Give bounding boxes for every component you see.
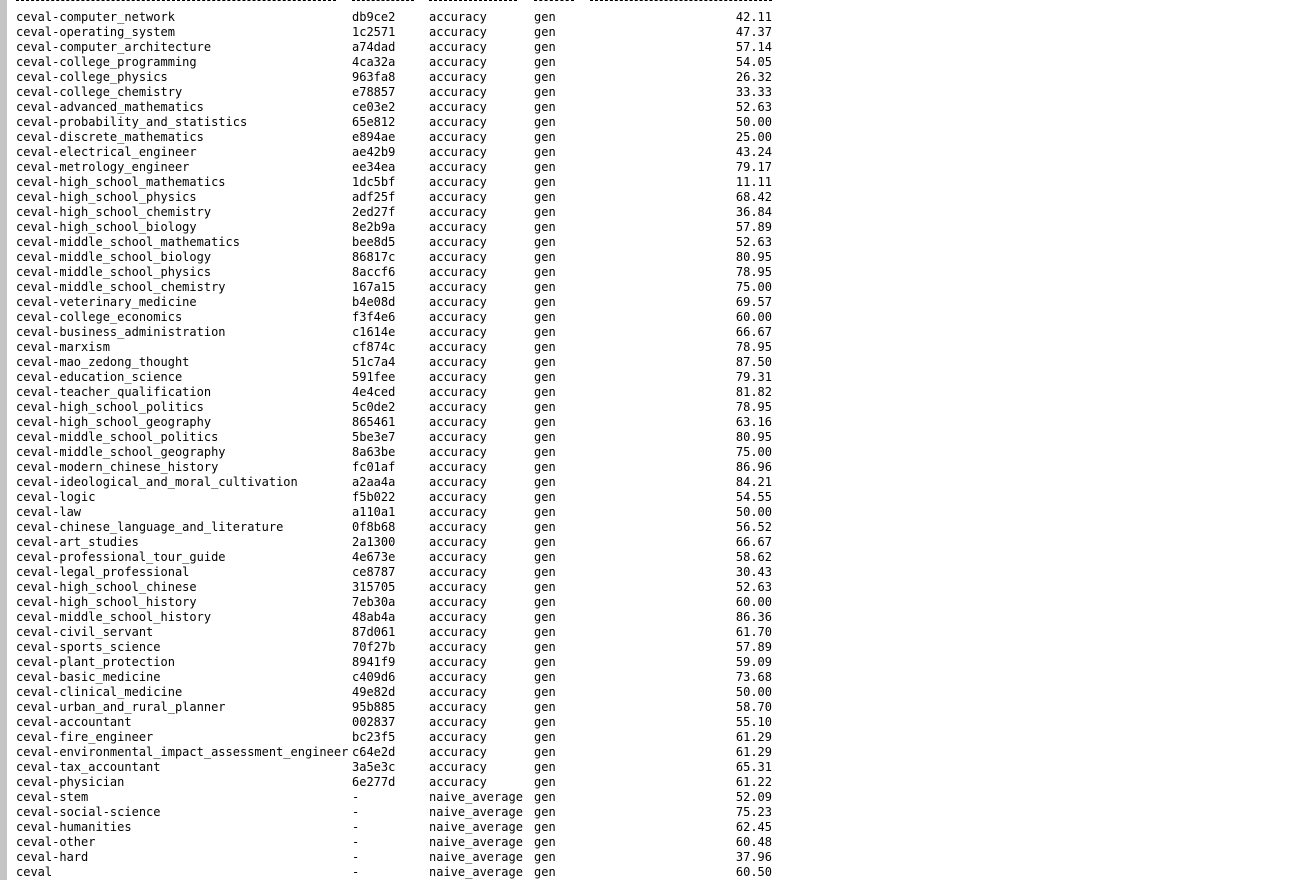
mode-cell: gen [534, 325, 556, 339]
score-cell: 84.21 [735, 475, 772, 489]
mode-cell: gen [534, 370, 556, 384]
version-cell: ce8787 [352, 565, 396, 579]
dataset-cell: ceval-discrete_mathematics [16, 130, 204, 144]
mode-cell: gen [534, 55, 556, 69]
mode-cell: gen [534, 460, 556, 474]
version-cell: 65e812 [352, 115, 396, 129]
mode-cell: gen [534, 100, 556, 114]
dataset-cell: ceval-high_school_physics [16, 190, 197, 204]
version-cell: adf25f [352, 190, 396, 204]
mode-cell: gen [534, 475, 556, 489]
metric-cell: accuracy [429, 700, 487, 714]
window-left-gutter [0, 0, 7, 880]
version-cell: 87d061 [352, 625, 396, 639]
version-cell: 591fee [352, 370, 396, 384]
metric-cell: naive_average [429, 835, 523, 849]
mode-cell: gen [534, 865, 556, 879]
version-cell: f5b022 [352, 490, 396, 504]
version-cell: 51c7a4 [352, 355, 396, 369]
mode-cell: gen [534, 235, 556, 249]
mode-cell: gen [534, 415, 556, 429]
score-cell: 75.23 [735, 805, 772, 819]
mode-cell: gen [534, 595, 556, 609]
metric-cell: accuracy [429, 295, 487, 309]
dataset-cell: ceval-high_school_history [16, 595, 197, 609]
mode-cell: gen [534, 25, 556, 39]
metric-cell: naive_average [429, 865, 523, 879]
mode-cell: gen [534, 400, 556, 414]
metric-cell: accuracy [429, 670, 487, 684]
score-cell: 37.96 [735, 850, 772, 864]
dataset-cell: ceval-humanities [16, 820, 132, 834]
mode-cell: gen [534, 160, 556, 174]
mode-cell: gen [534, 775, 556, 789]
version-cell: e78857 [352, 85, 396, 99]
mode-cell: gen [534, 145, 556, 159]
score-cell: 87.50 [735, 355, 772, 369]
version-cell: 1dc5bf [352, 175, 396, 189]
dataset-cell: ceval-plant_protection [16, 655, 175, 669]
score-cell: 78.95 [735, 400, 772, 414]
version-cell: - [352, 820, 360, 834]
version-cell: 49e82d [352, 685, 396, 699]
metric-cell: accuracy [429, 520, 487, 534]
dataset-cell: ceval-hard [16, 850, 89, 864]
dataset-cell: ceval-middle_school_chemistry [16, 280, 226, 294]
metric-cell: accuracy [429, 415, 487, 429]
score-cell: 60.00 [735, 310, 772, 324]
dataset-cell: ceval-veterinary_medicine [16, 295, 197, 309]
metric-cell: accuracy [429, 655, 487, 669]
dataset-cell: ceval-art_studies [16, 535, 139, 549]
version-cell: 86817c [352, 250, 396, 264]
version-cell: 5c0de2 [352, 400, 396, 414]
metric-cell: accuracy [429, 190, 487, 204]
version-cell: bc23f5 [352, 730, 396, 744]
dataset-cell: ceval-legal_professional [16, 565, 190, 579]
score-cell: 61.29 [735, 730, 772, 744]
mode-cell: gen [534, 40, 556, 54]
score-cell: 58.70 [735, 700, 772, 714]
score-cell: 54.55 [735, 490, 772, 504]
version-cell: 3a5e3c [352, 760, 396, 774]
metric-cell: accuracy [429, 760, 487, 774]
version-cell: 8accf6 [352, 265, 396, 279]
score-cell: 75.00 [735, 280, 772, 294]
metric-cell: accuracy [429, 145, 487, 159]
mode-cell: gen [534, 640, 556, 654]
version-cell: 2a1300 [352, 535, 396, 549]
mode-cell: gen [534, 670, 556, 684]
separator-dataset [16, 0, 336, 1]
score-cell: 26.32 [735, 70, 772, 84]
mode-cell: gen [534, 490, 556, 504]
metric-cell: accuracy [429, 265, 487, 279]
mode-cell: gen [534, 340, 556, 354]
score-cell: 59.09 [735, 655, 772, 669]
dataset-cell: ceval-probability_and_statistics [16, 115, 248, 129]
version-cell: 8941f9 [352, 655, 396, 669]
version-cell: 4ca32a [352, 55, 396, 69]
mode-cell: gen [534, 655, 556, 669]
version-cell: e894ae [352, 130, 396, 144]
metric-cell: accuracy [429, 430, 487, 444]
mode-cell: gen [534, 550, 556, 564]
score-cell: 43.24 [735, 145, 772, 159]
dataset-cell: ceval-computer_architecture [16, 40, 212, 54]
score-cell: 36.84 [735, 205, 772, 219]
score-cell: 69.57 [735, 295, 772, 309]
mode-cell: gen [534, 835, 556, 849]
version-cell: 6e277d [352, 775, 396, 789]
dataset-cell: ceval-middle_school_mathematics [16, 235, 240, 249]
metric-cell: accuracy [429, 460, 487, 474]
dataset-cell: ceval-high_school_politics [16, 400, 204, 414]
version-cell: 4e673e [352, 550, 396, 564]
dataset-cell: ceval-high_school_chinese [16, 580, 197, 594]
version-cell: 002837 [352, 715, 396, 729]
metric-cell: accuracy [429, 130, 487, 144]
score-cell: 80.95 [735, 430, 772, 444]
separator-mode [534, 0, 574, 1]
separator-version [352, 0, 414, 1]
mode-cell: gen [534, 610, 556, 624]
version-cell: - [352, 835, 360, 849]
mode-cell: gen [534, 265, 556, 279]
mode-cell: gen [534, 805, 556, 819]
mode-cell: gen [534, 580, 556, 594]
mode-cell: gen [534, 250, 556, 264]
mode-cell: gen [534, 520, 556, 534]
dataset-cell: ceval-middle_school_geography [16, 445, 226, 459]
score-cell: 80.95 [735, 250, 772, 264]
version-cell: ee34ea [352, 160, 396, 174]
score-cell: 56.52 [735, 520, 772, 534]
dataset-cell: ceval-modern_chinese_history [16, 460, 219, 474]
mode-cell: gen [534, 790, 556, 804]
version-cell: a2aa4a [352, 475, 396, 489]
dataset-cell: ceval-business_administration [16, 325, 226, 339]
score-cell: 55.10 [735, 715, 772, 729]
dataset-cell: ceval-teacher_qualification [16, 385, 212, 399]
metric-cell: accuracy [429, 280, 487, 294]
score-cell: 75.00 [735, 445, 772, 459]
mode-cell: gen [534, 70, 556, 84]
mode-cell: gen [534, 310, 556, 324]
score-cell: 61.70 [735, 625, 772, 639]
score-cell: 79.17 [735, 160, 772, 174]
metric-cell: accuracy [429, 385, 487, 399]
version-cell: 2ed27f [352, 205, 396, 219]
score-cell: 61.22 [735, 775, 772, 789]
score-cell: 33.33 [735, 85, 772, 99]
mode-cell: gen [534, 430, 556, 444]
version-cell: 8a63be [352, 445, 396, 459]
dataset-cell: ceval [16, 865, 53, 879]
version-cell: ce03e2 [352, 100, 396, 114]
metric-cell: accuracy [429, 580, 487, 594]
version-cell: bee8d5 [352, 235, 396, 249]
dataset-cell: ceval-urban_and_rural_planner [16, 700, 226, 714]
metric-cell: accuracy [429, 55, 487, 69]
dataset-cell: ceval-professional_tour_guide [16, 550, 226, 564]
score-cell: 62.45 [735, 820, 772, 834]
score-cell: 65.31 [735, 760, 772, 774]
mode-cell: gen [534, 355, 556, 369]
score-cell: 60.00 [735, 595, 772, 609]
score-cell: 61.29 [735, 745, 772, 759]
score-cell: 52.63 [735, 100, 772, 114]
score-cell: 63.16 [735, 415, 772, 429]
version-cell: b4e08d [352, 295, 396, 309]
mode-cell: gen [534, 85, 556, 99]
score-cell: 52.63 [735, 235, 772, 249]
dataset-cell: ceval-high_school_mathematics [16, 175, 226, 189]
dataset-cell: ceval-college_economics [16, 310, 183, 324]
version-cell: 8e2b9a [352, 220, 396, 234]
version-cell: a110a1 [352, 505, 396, 519]
version-cell: 5be3e7 [352, 430, 396, 444]
metric-cell: accuracy [429, 400, 487, 414]
mode-cell: gen [534, 10, 556, 24]
metric-cell: accuracy [429, 730, 487, 744]
score-cell: 54.05 [735, 55, 772, 69]
version-cell: 7eb30a [352, 595, 396, 609]
dataset-cell: ceval-middle_school_physics [16, 265, 212, 279]
dataset-cell: ceval-civil_servant [16, 625, 154, 639]
mode-cell: gen [534, 820, 556, 834]
metric-cell: accuracy [429, 160, 487, 174]
mode-cell: gen [534, 220, 556, 234]
dataset-cell: ceval-metrology_engineer [16, 160, 190, 174]
version-cell: 315705 [352, 580, 396, 594]
metric-cell: naive_average [429, 820, 523, 834]
mode-cell: gen [534, 445, 556, 459]
version-cell: 1c2571 [352, 25, 396, 39]
metric-cell: naive_average [429, 850, 523, 864]
mode-cell: gen [534, 625, 556, 639]
metric-cell: naive_average [429, 805, 523, 819]
dataset-cell: ceval-advanced_mathematics [16, 100, 204, 114]
version-cell: db9ce2 [352, 10, 396, 24]
score-cell: 57.89 [735, 220, 772, 234]
dataset-cell: ceval-law [16, 505, 82, 519]
score-cell: 81.82 [735, 385, 772, 399]
metric-cell: accuracy [429, 115, 487, 129]
metric-cell: accuracy [429, 535, 487, 549]
metric-cell: accuracy [429, 205, 487, 219]
version-cell: a74dad [352, 40, 396, 54]
version-cell: f3f4e6 [352, 310, 396, 324]
metric-cell: accuracy [429, 355, 487, 369]
score-cell: 66.67 [735, 325, 772, 339]
score-cell: 57.89 [735, 640, 772, 654]
dataset-cell: ceval-sports_science [16, 640, 161, 654]
version-cell: 95b885 [352, 700, 396, 714]
mode-cell: gen [534, 850, 556, 864]
dataset-cell: ceval-computer_network [16, 10, 175, 24]
metric-cell: accuracy [429, 490, 487, 504]
metric-cell: accuracy [429, 325, 487, 339]
metric-cell: accuracy [429, 625, 487, 639]
metric-cell: accuracy [429, 595, 487, 609]
dataset-cell: ceval-fire_engineer [16, 730, 154, 744]
metric-cell: accuracy [429, 775, 487, 789]
metric-cell: naive_average [429, 790, 523, 804]
metric-cell: accuracy [429, 715, 487, 729]
separator-metric [429, 0, 517, 1]
metric-cell: accuracy [429, 565, 487, 579]
metric-cell: accuracy [429, 235, 487, 249]
score-cell: 68.42 [735, 190, 772, 204]
mode-cell: gen [534, 730, 556, 744]
metric-cell: accuracy [429, 25, 487, 39]
score-cell: 42.11 [735, 10, 772, 24]
score-cell: 47.37 [735, 25, 772, 39]
version-cell: 0f8b68 [352, 520, 396, 534]
mode-cell: gen [534, 295, 556, 309]
dataset-cell: ceval-social-science [16, 805, 161, 819]
metric-cell: accuracy [429, 475, 487, 489]
version-cell: - [352, 790, 360, 804]
dataset-cell: ceval-other [16, 835, 96, 849]
mode-cell: gen [534, 715, 556, 729]
metric-cell: accuracy [429, 10, 487, 24]
dataset-cell: ceval-basic_medicine [16, 670, 161, 684]
dataset-cell: ceval-physician [16, 775, 125, 789]
score-cell: 25.00 [735, 130, 772, 144]
mode-cell: gen [534, 115, 556, 129]
version-cell: 48ab4a [352, 610, 396, 624]
dataset-cell: ceval-middle_school_history [16, 610, 212, 624]
metric-cell: accuracy [429, 310, 487, 324]
score-cell: 50.00 [735, 505, 772, 519]
mode-cell: gen [534, 205, 556, 219]
dataset-cell: ceval-mao_zedong_thought [16, 355, 190, 369]
dataset-cell: ceval-accountant [16, 715, 132, 729]
score-cell: 57.14 [735, 40, 772, 54]
version-cell: 167a15 [352, 280, 396, 294]
score-cell: 78.95 [735, 265, 772, 279]
version-cell: - [352, 850, 360, 864]
dataset-cell: ceval-stem [16, 790, 89, 804]
version-cell: 4e4ced [352, 385, 396, 399]
mode-cell: gen [534, 280, 556, 294]
dataset-cell: ceval-logic [16, 490, 96, 504]
dataset-cell: ceval-college_programming [16, 55, 197, 69]
score-cell: 60.50 [735, 865, 772, 879]
dataset-cell: ceval-college_chemistry [16, 85, 183, 99]
dataset-cell: ceval-chinese_language_and_literature [16, 520, 284, 534]
dataset-cell: ceval-marxism [16, 340, 110, 354]
version-cell: - [352, 805, 360, 819]
metric-cell: accuracy [429, 550, 487, 564]
score-cell: 52.09 [735, 790, 772, 804]
version-cell: c1614e [352, 325, 396, 339]
version-cell: cf874c [352, 340, 396, 354]
score-cell: 66.67 [735, 535, 772, 549]
dataset-cell: ceval-clinical_medicine [16, 685, 183, 699]
metric-cell: accuracy [429, 85, 487, 99]
dataset-cell: ceval-middle_school_biology [16, 250, 212, 264]
mode-cell: gen [534, 130, 556, 144]
metric-cell: accuracy [429, 100, 487, 114]
dataset-cell: ceval-electrical_engineer [16, 145, 197, 159]
score-cell: 50.00 [735, 685, 772, 699]
score-cell: 58.62 [735, 550, 772, 564]
metric-cell: accuracy [429, 505, 487, 519]
version-cell: ae42b9 [352, 145, 396, 159]
dataset-cell: ceval-high_school_geography [16, 415, 212, 429]
dataset-cell: ceval-environmental_impact_assessment_engineer [16, 745, 349, 759]
score-cell: 52.63 [735, 580, 772, 594]
metric-cell: accuracy [429, 40, 487, 54]
score-cell: 79.31 [735, 370, 772, 384]
metric-cell: accuracy [429, 610, 487, 624]
mode-cell: gen [534, 175, 556, 189]
mode-cell: gen [534, 760, 556, 774]
score-cell: 78.95 [735, 340, 772, 354]
dataset-cell: ceval-college_physics [16, 70, 168, 84]
version-cell: 865461 [352, 415, 396, 429]
metric-cell: accuracy [429, 445, 487, 459]
metric-cell: accuracy [429, 685, 487, 699]
score-cell: 30.43 [735, 565, 772, 579]
score-cell: 60.48 [735, 835, 772, 849]
score-cell: 11.11 [735, 175, 772, 189]
metric-cell: accuracy [429, 70, 487, 84]
mode-cell: gen [534, 700, 556, 714]
metric-cell: accuracy [429, 640, 487, 654]
metric-cell: accuracy [429, 250, 487, 264]
score-cell: 86.36 [735, 610, 772, 624]
mode-cell: gen [534, 505, 556, 519]
metric-cell: accuracy [429, 340, 487, 354]
dataset-cell: ceval-ideological_and_moral_cultivation [16, 475, 298, 489]
mode-cell: gen [534, 535, 556, 549]
metric-cell: accuracy [429, 175, 487, 189]
dataset-cell: ceval-high_school_chemistry [16, 205, 212, 219]
score-cell: 73.68 [735, 670, 772, 684]
mode-cell: gen [534, 565, 556, 579]
mode-cell: gen [534, 685, 556, 699]
version-cell: - [352, 865, 360, 879]
dataset-cell: ceval-high_school_biology [16, 220, 197, 234]
version-cell: fc01af [352, 460, 396, 474]
metric-cell: accuracy [429, 220, 487, 234]
dataset-cell: ceval-operating_system [16, 25, 175, 39]
version-cell: 963fa8 [352, 70, 396, 84]
separator-score [590, 0, 772, 1]
version-cell: c409d6 [352, 670, 396, 684]
mode-cell: gen [534, 745, 556, 759]
dataset-cell: ceval-middle_school_politics [16, 430, 219, 444]
mode-cell: gen [534, 190, 556, 204]
dataset-cell: ceval-education_science [16, 370, 183, 384]
version-cell: c64e2d [352, 745, 396, 759]
metric-cell: accuracy [429, 370, 487, 384]
version-cell: 70f27b [352, 640, 396, 654]
score-cell: 86.96 [735, 460, 772, 474]
metric-cell: accuracy [429, 745, 487, 759]
mode-cell: gen [534, 385, 556, 399]
dataset-cell: ceval-tax_accountant [16, 760, 161, 774]
score-cell: 50.00 [735, 115, 772, 129]
